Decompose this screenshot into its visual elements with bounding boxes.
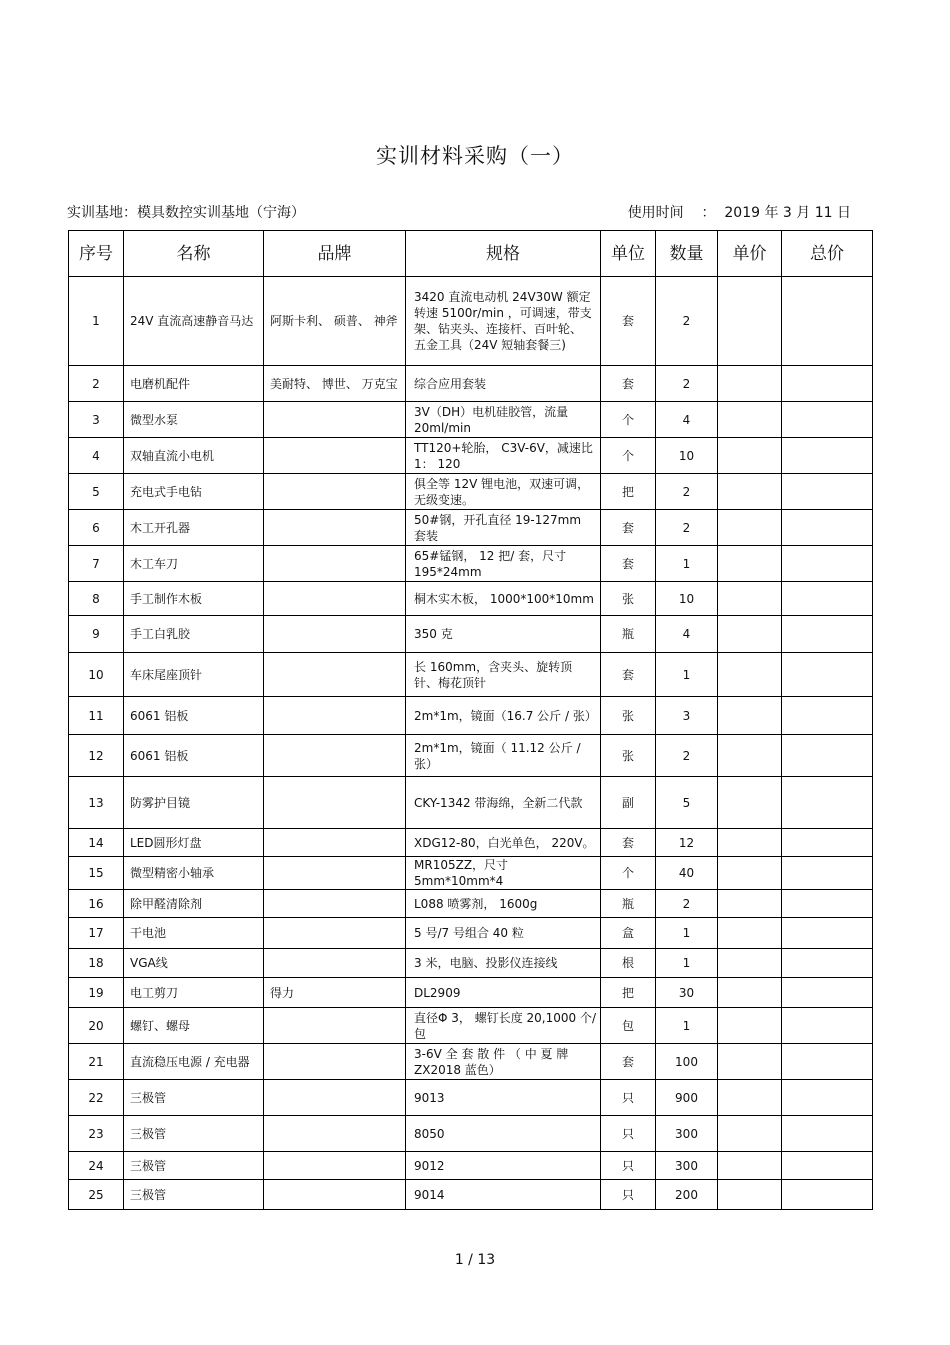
item-unit: 套	[601, 277, 656, 366]
item-brand	[264, 918, 406, 949]
item-total-price	[782, 653, 873, 697]
item-unit: 个	[601, 402, 656, 438]
item-unit-price	[718, 829, 782, 857]
item-unit: 套	[601, 366, 656, 402]
item-brand	[264, 735, 406, 777]
item-spec: MR105ZZ，尺寸 5mm*10mm*4	[406, 857, 601, 890]
item-unit: 只	[601, 1180, 656, 1210]
item-unit: 个	[601, 857, 656, 890]
table-row	[69, 1044, 873, 1080]
item-total-price	[782, 510, 873, 546]
item-spec: 350 克	[406, 616, 601, 653]
header-no: 序号	[69, 231, 124, 277]
item-spec: 直径Φ 3， 螺钉长度 20,1000 个/ 包	[406, 1008, 601, 1044]
item-unit-price	[718, 277, 782, 366]
item-total-price	[782, 402, 873, 438]
item-name: 微型水泵	[124, 402, 264, 438]
item-name: 电工剪刀	[124, 978, 264, 1008]
item-brand	[264, 1008, 406, 1044]
item-unit: 套	[601, 829, 656, 857]
item-unit-price	[718, 510, 782, 546]
header-unit-price: 单价	[718, 231, 782, 277]
page-number: 1 / 13	[454, 1252, 496, 1268]
table-row	[69, 1008, 873, 1044]
item-quantity: 2	[656, 366, 718, 402]
row-number: 22	[69, 1080, 124, 1116]
item-unit-price	[718, 438, 782, 474]
header-brand: 品牌	[264, 231, 406, 277]
item-total-price	[782, 777, 873, 829]
item-unit: 包	[601, 1008, 656, 1044]
item-quantity: 1	[656, 653, 718, 697]
table-row	[69, 890, 873, 918]
item-quantity: 100	[656, 1044, 718, 1080]
item-name: 三极管	[124, 1152, 264, 1180]
item-spec: 3 米，电脑、投影仪连接线	[406, 949, 601, 978]
item-quantity: 2	[656, 510, 718, 546]
row-number: 8	[69, 582, 124, 616]
item-brand	[264, 777, 406, 829]
item-unit: 张	[601, 582, 656, 616]
item-quantity: 1	[656, 918, 718, 949]
item-spec: L088 喷雾剂， 1600g	[406, 890, 601, 918]
item-quantity: 2	[656, 474, 718, 510]
item-name: 螺钉、螺母	[124, 1008, 264, 1044]
item-quantity: 900	[656, 1080, 718, 1116]
header-qty: 数量	[656, 231, 718, 277]
item-total-price	[782, 277, 873, 366]
item-name: 24V 直流高速静音马达	[124, 277, 264, 366]
item-quantity: 4	[656, 402, 718, 438]
item-quantity: 10	[656, 438, 718, 474]
item-quantity: 4	[656, 616, 718, 653]
item-name: 微型精密小轴承	[124, 857, 264, 890]
procurement-table	[68, 230, 873, 1210]
item-unit-price	[718, 978, 782, 1008]
table-row	[69, 1116, 873, 1152]
item-quantity: 300	[656, 1116, 718, 1152]
item-spec: 长 160mm，含夹头、旋转顶针、梅花顶针	[406, 653, 601, 697]
row-number: 3	[69, 402, 124, 438]
item-name: 电磨机配件	[124, 366, 264, 402]
item-unit-price	[718, 735, 782, 777]
item-quantity: 5	[656, 777, 718, 829]
row-number: 19	[69, 978, 124, 1008]
item-spec: DL2909	[406, 978, 601, 1008]
item-quantity: 40	[656, 857, 718, 890]
row-number: 2	[69, 366, 124, 402]
table-row	[69, 366, 873, 402]
item-quantity: 30	[656, 978, 718, 1008]
item-name: 干电池	[124, 918, 264, 949]
item-brand	[264, 474, 406, 510]
item-total-price	[782, 1080, 873, 1116]
table-row	[69, 697, 873, 735]
table-row	[69, 277, 873, 366]
row-number: 13	[69, 777, 124, 829]
table-row	[69, 1080, 873, 1116]
row-number: 7	[69, 546, 124, 582]
item-unit-price	[718, 890, 782, 918]
item-unit: 套	[601, 510, 656, 546]
row-number: 20	[69, 1008, 124, 1044]
item-unit-price	[718, 653, 782, 697]
item-brand	[264, 510, 406, 546]
row-number: 6	[69, 510, 124, 546]
item-unit-price	[718, 949, 782, 978]
table-row	[69, 582, 873, 616]
item-unit-price	[718, 616, 782, 653]
item-quantity: 12	[656, 829, 718, 857]
item-brand	[264, 1116, 406, 1152]
item-unit: 张	[601, 697, 656, 735]
header-name: 名称	[124, 231, 264, 277]
item-unit-price	[718, 918, 782, 949]
item-name: 直流稳压电源 / 充电器	[124, 1044, 264, 1080]
item-total-price	[782, 474, 873, 510]
row-number: 25	[69, 1180, 124, 1210]
table-row	[69, 978, 873, 1008]
item-name: 车床尾座顶针	[124, 653, 264, 697]
item-quantity: 1	[656, 949, 718, 978]
row-number: 12	[69, 735, 124, 777]
item-quantity: 1	[656, 546, 718, 582]
row-number: 5	[69, 474, 124, 510]
item-total-price	[782, 697, 873, 735]
item-total-price	[782, 918, 873, 949]
item-unit-price	[718, 1180, 782, 1210]
table-row	[69, 546, 873, 582]
item-spec: 3V（DH）电机硅胶管，流量 20ml/min	[406, 402, 601, 438]
item-total-price	[782, 1180, 873, 1210]
item-name: 双轴直流小电机	[124, 438, 264, 474]
table-row	[69, 474, 873, 510]
item-spec: 桐木实木板， 1000*100*10mm	[406, 582, 601, 616]
item-spec: 9013	[406, 1080, 601, 1116]
item-name: 防雾护目镜	[124, 777, 264, 829]
item-name: LED圆形灯盘	[124, 829, 264, 857]
usage-time-label: 使用时间 ： 2019 年 3 月 11 日	[627, 205, 851, 221]
item-unit: 个	[601, 438, 656, 474]
item-unit: 套	[601, 1044, 656, 1080]
item-brand	[264, 616, 406, 653]
item-unit-price	[718, 402, 782, 438]
item-brand	[264, 1044, 406, 1080]
item-name: 手工制作木板	[124, 582, 264, 616]
item-quantity: 2	[656, 890, 718, 918]
table-row	[69, 918, 873, 949]
table-row	[69, 653, 873, 697]
item-name: 三极管	[124, 1116, 264, 1152]
item-brand: 得力	[264, 978, 406, 1008]
table-row	[69, 438, 873, 474]
item-spec: 3420 直流电动机 24V30W 额定转速 5100r/min ，可调速，带支架、钻夹头、连接杆、百叶轮、 五金工具（24V 短轴套餐三)	[406, 277, 601, 366]
item-total-price	[782, 1044, 873, 1080]
row-number: 15	[69, 857, 124, 890]
document-title: 实训材料采购（一）	[376, 144, 574, 168]
item-name: 手工白乳胶	[124, 616, 264, 653]
item-total-price	[782, 978, 873, 1008]
item-unit-price	[718, 1080, 782, 1116]
item-unit: 套	[601, 546, 656, 582]
item-total-price	[782, 616, 873, 653]
table-body	[69, 277, 873, 1210]
header-unit: 单位	[601, 231, 656, 277]
item-spec: 50#钢，开孔直径 19-127mm 套装	[406, 510, 601, 546]
item-unit: 张	[601, 735, 656, 777]
item-unit: 盒	[601, 918, 656, 949]
row-number: 16	[69, 890, 124, 918]
item-name: 三极管	[124, 1180, 264, 1210]
table-row	[69, 777, 873, 829]
item-total-price	[782, 1116, 873, 1152]
item-unit: 把	[601, 474, 656, 510]
item-unit: 根	[601, 949, 656, 978]
table-header-row	[69, 231, 873, 277]
item-spec: 2m*1m，镜面（16.7 公斤 / 张）	[406, 697, 601, 735]
row-number: 10	[69, 653, 124, 697]
header-total-price: 总价	[782, 231, 873, 277]
item-total-price	[782, 857, 873, 890]
item-unit-price	[718, 1044, 782, 1080]
item-brand	[264, 697, 406, 735]
item-brand: 阿斯卡利、 硕普、 神斧	[264, 277, 406, 366]
row-number: 9	[69, 616, 124, 653]
item-brand	[264, 1152, 406, 1180]
item-quantity: 1	[656, 1008, 718, 1044]
table-row	[69, 829, 873, 857]
item-unit-price	[718, 857, 782, 890]
item-total-price	[782, 829, 873, 857]
item-spec: XDG12-80，白光单色， 220V。	[406, 829, 601, 857]
item-quantity: 10	[656, 582, 718, 616]
row-number: 17	[69, 918, 124, 949]
item-name: 除甲醛清除剂	[124, 890, 264, 918]
item-quantity: 2	[656, 735, 718, 777]
item-brand	[264, 857, 406, 890]
item-quantity: 3	[656, 697, 718, 735]
item-unit-price	[718, 1152, 782, 1180]
item-unit-price	[718, 546, 782, 582]
item-unit: 只	[601, 1080, 656, 1116]
item-spec: CKY-1342 带海绵，全新二代款	[406, 777, 601, 829]
item-spec: TT120+轮胎， C3V-6V，减速比 1： 120	[406, 438, 601, 474]
item-spec: 5 号/7 号组合 40 粒	[406, 918, 601, 949]
item-unit-price	[718, 1116, 782, 1152]
item-spec: 9014	[406, 1180, 601, 1210]
header-spec: 规格	[406, 231, 601, 277]
item-unit-price	[718, 582, 782, 616]
table-row	[69, 402, 873, 438]
item-unit: 瓶	[601, 890, 656, 918]
item-unit: 套	[601, 653, 656, 697]
row-number: 23	[69, 1116, 124, 1152]
row-number: 18	[69, 949, 124, 978]
item-brand	[264, 829, 406, 857]
item-unit-price	[718, 777, 782, 829]
item-total-price	[782, 366, 873, 402]
item-name: 木工车刀	[124, 546, 264, 582]
row-number: 14	[69, 829, 124, 857]
item-unit: 把	[601, 978, 656, 1008]
item-total-price	[782, 438, 873, 474]
item-spec: 3-6V 全 套 散 件 （ 中 夏 牌 ZX2018 蓝色）	[406, 1044, 601, 1080]
item-name: 6061 铝板	[124, 735, 264, 777]
table-row	[69, 735, 873, 777]
item-brand	[264, 438, 406, 474]
item-quantity: 200	[656, 1180, 718, 1210]
row-number: 11	[69, 697, 124, 735]
item-unit: 只	[601, 1152, 656, 1180]
item-spec: 2m*1m，镜面（ 11.12 公斤 / 张）	[406, 735, 601, 777]
item-total-price	[782, 890, 873, 918]
item-spec: 65#锰钢， 12 把/ 套，尺寸 195*24mm	[406, 546, 601, 582]
item-total-price	[782, 1008, 873, 1044]
item-total-price	[782, 949, 873, 978]
item-unit-price	[718, 474, 782, 510]
item-total-price	[782, 582, 873, 616]
item-name: 三极管	[124, 1080, 264, 1116]
item-brand	[264, 1180, 406, 1210]
item-spec: 8050	[406, 1116, 601, 1152]
item-name: 木工开孔器	[124, 510, 264, 546]
item-unit-price	[718, 697, 782, 735]
item-quantity: 2	[656, 277, 718, 366]
table-row	[69, 1180, 873, 1210]
row-number: 1	[69, 277, 124, 366]
item-brand	[264, 402, 406, 438]
item-unit-price	[718, 1008, 782, 1044]
item-unit: 副	[601, 777, 656, 829]
item-spec: 综合应用套装	[406, 366, 601, 402]
table-row	[69, 857, 873, 890]
item-total-price	[782, 546, 873, 582]
item-spec: 俱全等 12V 锂电池，双速可调，无级变速。	[406, 474, 601, 510]
item-total-price	[782, 1152, 873, 1180]
row-number: 21	[69, 1044, 124, 1080]
table-row	[69, 616, 873, 653]
training-base-label: 实训基地：模具数控实训基地（宁海）	[67, 205, 305, 221]
item-spec: 9012	[406, 1152, 601, 1180]
item-total-price	[782, 735, 873, 777]
item-brand: 美耐特、 博世、 万克宝	[264, 366, 406, 402]
table-row	[69, 949, 873, 978]
item-brand	[264, 653, 406, 697]
item-brand	[264, 949, 406, 978]
row-number: 24	[69, 1152, 124, 1180]
item-quantity: 300	[656, 1152, 718, 1180]
item-brand	[264, 890, 406, 918]
item-unit-price	[718, 366, 782, 402]
table-row	[69, 510, 873, 546]
item-name: 6061 铝板	[124, 697, 264, 735]
item-name: VGA线	[124, 949, 264, 978]
item-unit: 瓶	[601, 616, 656, 653]
item-name: 充电式手电钻	[124, 474, 264, 510]
item-brand	[264, 546, 406, 582]
item-unit: 只	[601, 1116, 656, 1152]
item-brand	[264, 1080, 406, 1116]
row-number: 4	[69, 438, 124, 474]
table-row	[69, 1152, 873, 1180]
item-brand	[264, 582, 406, 616]
